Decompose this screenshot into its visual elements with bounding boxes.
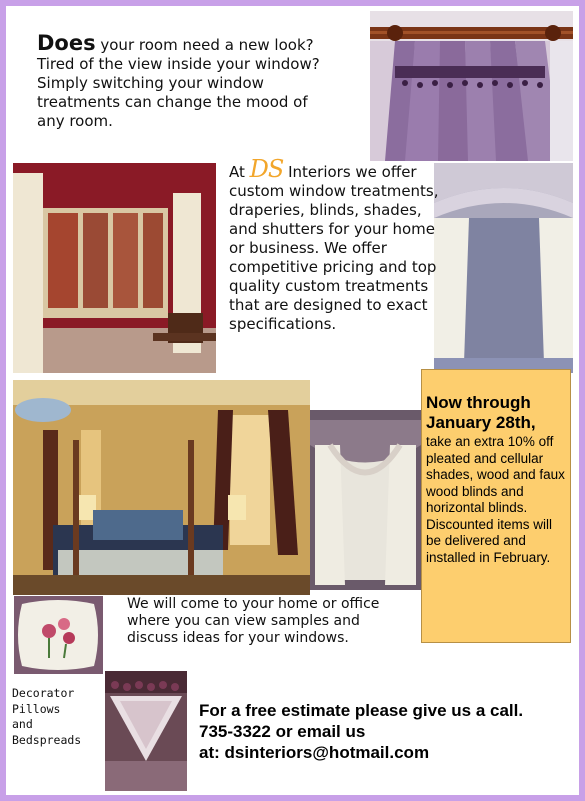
cta-email[interactable]: at: dsinteriors@hotmail.com <box>199 743 430 762</box>
decorator-line-1: Decorator <box>12 686 75 700</box>
photo-bedroom <box>13 380 310 595</box>
photo-arched-valance <box>434 163 573 373</box>
sale-box <box>421 369 571 643</box>
decorator-line-2: Pillows <box>12 701 61 716</box>
photo-swag-curtains <box>310 410 421 590</box>
sale-body: take an extra 10% off pleated and cellular shades, wood and faux wood blinds and horizontal blinds. Discounted items will be delivered and installed in February. <box>426 434 565 565</box>
decorator-caption <box>12 686 107 748</box>
intro-lead: Does <box>37 31 96 55</box>
call-to-action <box>199 700 579 763</box>
sale-headline-2: January 28th, <box>426 413 536 432</box>
visit-paragraph: We will come to your home or office where you can view samples and discuss ideas for your windows. <box>127 596 380 646</box>
cta-phone: 735-3322 or email us <box>199 722 366 741</box>
photo-bedspread <box>105 671 187 791</box>
photo-red-room <box>13 163 216 373</box>
intro-paragraph <box>37 31 337 131</box>
decorator-line-4: Bedspreads <box>12 732 82 747</box>
intro-text: your room need a new look? Tired of the view inside your window? Simply switching your window treatments can change the mood of any room. <box>37 36 320 130</box>
about-paragraph <box>229 155 439 334</box>
about-prefix: At <box>229 163 250 181</box>
photo-pillow <box>14 596 103 674</box>
brand-logo: DS <box>249 155 284 183</box>
cta-line-1: For a free estimate please give us a call. <box>199 701 524 720</box>
about-text: Interiors we offer custom window treatments, draperies, blinds, shades, and shutters for your home or business. We offer competitive pricing and top quality custom treatments that are designed to exact specifications. <box>229 163 439 333</box>
decorator-line-3: and <box>12 717 33 731</box>
sale-headline-1: Now through <box>426 393 531 412</box>
photo-curtain-rod <box>370 11 573 161</box>
